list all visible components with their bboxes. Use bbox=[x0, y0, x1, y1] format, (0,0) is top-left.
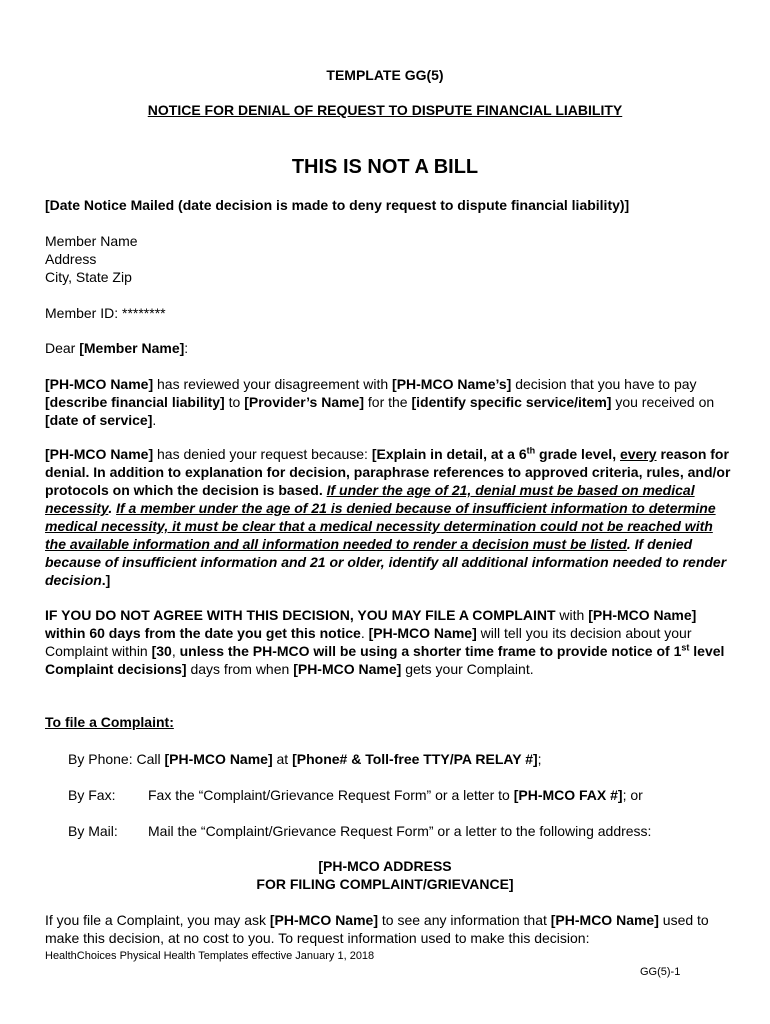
para-text: days from when bbox=[186, 661, 294, 677]
mail-instruction bbox=[68, 822, 651, 840]
complaint-rights-paragraph bbox=[45, 606, 735, 678]
phone-instruction bbox=[68, 750, 542, 768]
para-text: you received on bbox=[611, 394, 715, 410]
timeframe-placeholder: [30 bbox=[151, 643, 172, 659]
not-a-bill-heading: THIS IS NOT A BILL bbox=[291, 156, 479, 178]
para-text: for the bbox=[364, 394, 412, 410]
instruction-text: reason for denial. In addition to explanation for decision, paraphrase references to approved criteria, rules, and/or protocols on which the decision is based. bbox=[45, 446, 731, 498]
ph-mco-name-placeholder: [PH-MCO Name] bbox=[45, 446, 154, 462]
ph-mco-name-placeholder: [PH-MCO Name] bbox=[269, 912, 378, 928]
fax-instruction bbox=[68, 786, 643, 804]
member-id: Member ID: ******** bbox=[45, 305, 166, 321]
address-placeholder-line: [PH-MCO ADDRESS bbox=[318, 858, 452, 874]
ph-mco-name-placeholder: [PH-MCO Name] bbox=[45, 376, 154, 392]
para-text: If you file a Complaint, you may ask bbox=[45, 912, 270, 928]
footer-effective-date: HealthChoices Physical Health Templates effective January 1, 2018 bbox=[45, 950, 375, 962]
ph-mco-names-placeholder: [PH-MCO Name’s] bbox=[392, 376, 512, 392]
greeting-name: [Member Name] bbox=[79, 340, 185, 356]
mail-label: By Mail: bbox=[68, 823, 118, 839]
para-text: . bbox=[152, 412, 157, 428]
greeting-prefix: Dear bbox=[45, 340, 80, 356]
complaint-rights-heading: IF YOU DO NOT AGREE WITH THIS DECISION, YOU MAY FILE A COMPLAINT bbox=[45, 607, 556, 623]
instruction-emphasis: If a member under the age of 21 is denied because of insufficient information to determine medical necessity, it must be clear that a medical necessity determination could not be reached with the available information and all information needed to render a decision must be listed bbox=[45, 500, 716, 552]
service-item-placeholder: [identify specific service/item] bbox=[411, 394, 612, 410]
denial-reason-paragraph bbox=[45, 445, 735, 589]
instruction-text: [Explain in detail, at a 6 bbox=[371, 446, 527, 462]
address-line: Address bbox=[45, 251, 97, 267]
para-text: Fax the “Complaint/Grievance Request Form” or a letter to bbox=[148, 787, 514, 803]
para-text: with bbox=[555, 607, 589, 623]
footer-page-number: GG(5)-1 bbox=[640, 966, 681, 978]
instruction-text: If denied because of insufficient information and 21 or older, identify all additional information needed to render decision bbox=[45, 536, 727, 588]
para-text: to bbox=[224, 394, 245, 410]
financial-liability-placeholder: [describe financial liability] bbox=[45, 394, 225, 410]
para-text: ; bbox=[537, 751, 542, 767]
para-text: used to make this decision, at no cost to you. To request information used to make this decision: bbox=[45, 912, 709, 946]
request-information-paragraph bbox=[45, 911, 735, 947]
instruction-emphasis: If under the age of 21, denial must be based on medical necessity bbox=[45, 482, 695, 516]
instruction-text: .] bbox=[101, 572, 111, 588]
instruction-emphasis: every bbox=[619, 446, 657, 462]
deadline-text: [PH-MCO Name] within 60 days from the date you get this notice bbox=[45, 607, 697, 641]
date-of-service-placeholder: [date of service] bbox=[45, 412, 153, 428]
ph-mco-name-placeholder: [PH-MCO Name] bbox=[164, 751, 273, 767]
ph-mco-name-placeholder: [PH-MCO Name] bbox=[550, 912, 659, 928]
fax-label: By Fax: bbox=[68, 787, 116, 803]
timeframe-placeholder: level Complaint decisions] bbox=[45, 643, 725, 677]
para-text: gets your Complaint. bbox=[401, 661, 534, 677]
para-text: Mail the “Complaint/Grievance Request Form” or a letter to the following address: bbox=[148, 823, 652, 839]
ordinal-suffix: st bbox=[681, 642, 690, 653]
para-text: has reviewed your disagreement with bbox=[153, 376, 393, 392]
instruction-text: grade level, bbox=[535, 446, 620, 462]
file-complaint-heading: To file a Complaint: bbox=[45, 714, 174, 730]
phone-number-placeholder: [Phone# & Toll-free TTY/PA RELAY #] bbox=[292, 751, 538, 767]
para-text: has denied your request because: bbox=[153, 446, 372, 462]
para-text: decision that you have to pay bbox=[511, 376, 697, 392]
fax-number-placeholder: [PH-MCO FAX #] bbox=[513, 787, 623, 803]
address-block bbox=[45, 232, 735, 286]
instruction-text: . bbox=[626, 536, 635, 552]
para-text: ; or bbox=[622, 787, 643, 803]
instruction-text: . bbox=[108, 500, 117, 516]
member-name-line: Member Name bbox=[45, 233, 138, 249]
para-text: By Phone: Call bbox=[68, 751, 165, 767]
greeting bbox=[45, 339, 735, 357]
date-line: [Date Notice Mailed (date decision is made to deny request to dispute financial liability)] bbox=[45, 197, 630, 213]
timeframe-placeholder: unless the PH-MCO will be using a shorter time frame to provide notice of 1 bbox=[179, 643, 682, 659]
notice-title: NOTICE FOR DENIAL OF REQUEST TO DISPUTE FINANCIAL LIABILITY bbox=[147, 102, 623, 118]
para-text: will tell you its decision about your Complaint within bbox=[45, 625, 692, 659]
city-state-zip-line: City, State Zip bbox=[45, 269, 132, 285]
mailing-address-placeholder bbox=[0, 857, 770, 893]
para-text: at bbox=[272, 751, 293, 767]
para-text: , bbox=[171, 643, 180, 659]
para-text: to see any information that bbox=[378, 912, 551, 928]
ph-mco-name-placeholder: [PH-MCO Name] bbox=[293, 661, 402, 677]
address-placeholder-line: FOR FILING COMPLAINT/GRIEVANCE] bbox=[256, 876, 514, 892]
provider-name-placeholder: [Provider’s Name] bbox=[244, 394, 365, 410]
greeting-suffix: : bbox=[184, 340, 189, 356]
para-text: . bbox=[360, 625, 369, 641]
reviewed-paragraph bbox=[45, 375, 735, 429]
ordinal-suffix: th bbox=[526, 445, 536, 456]
ph-mco-name-placeholder: [PH-MCO Name] bbox=[368, 625, 477, 641]
template-id: TEMPLATE GG(5) bbox=[326, 67, 444, 83]
